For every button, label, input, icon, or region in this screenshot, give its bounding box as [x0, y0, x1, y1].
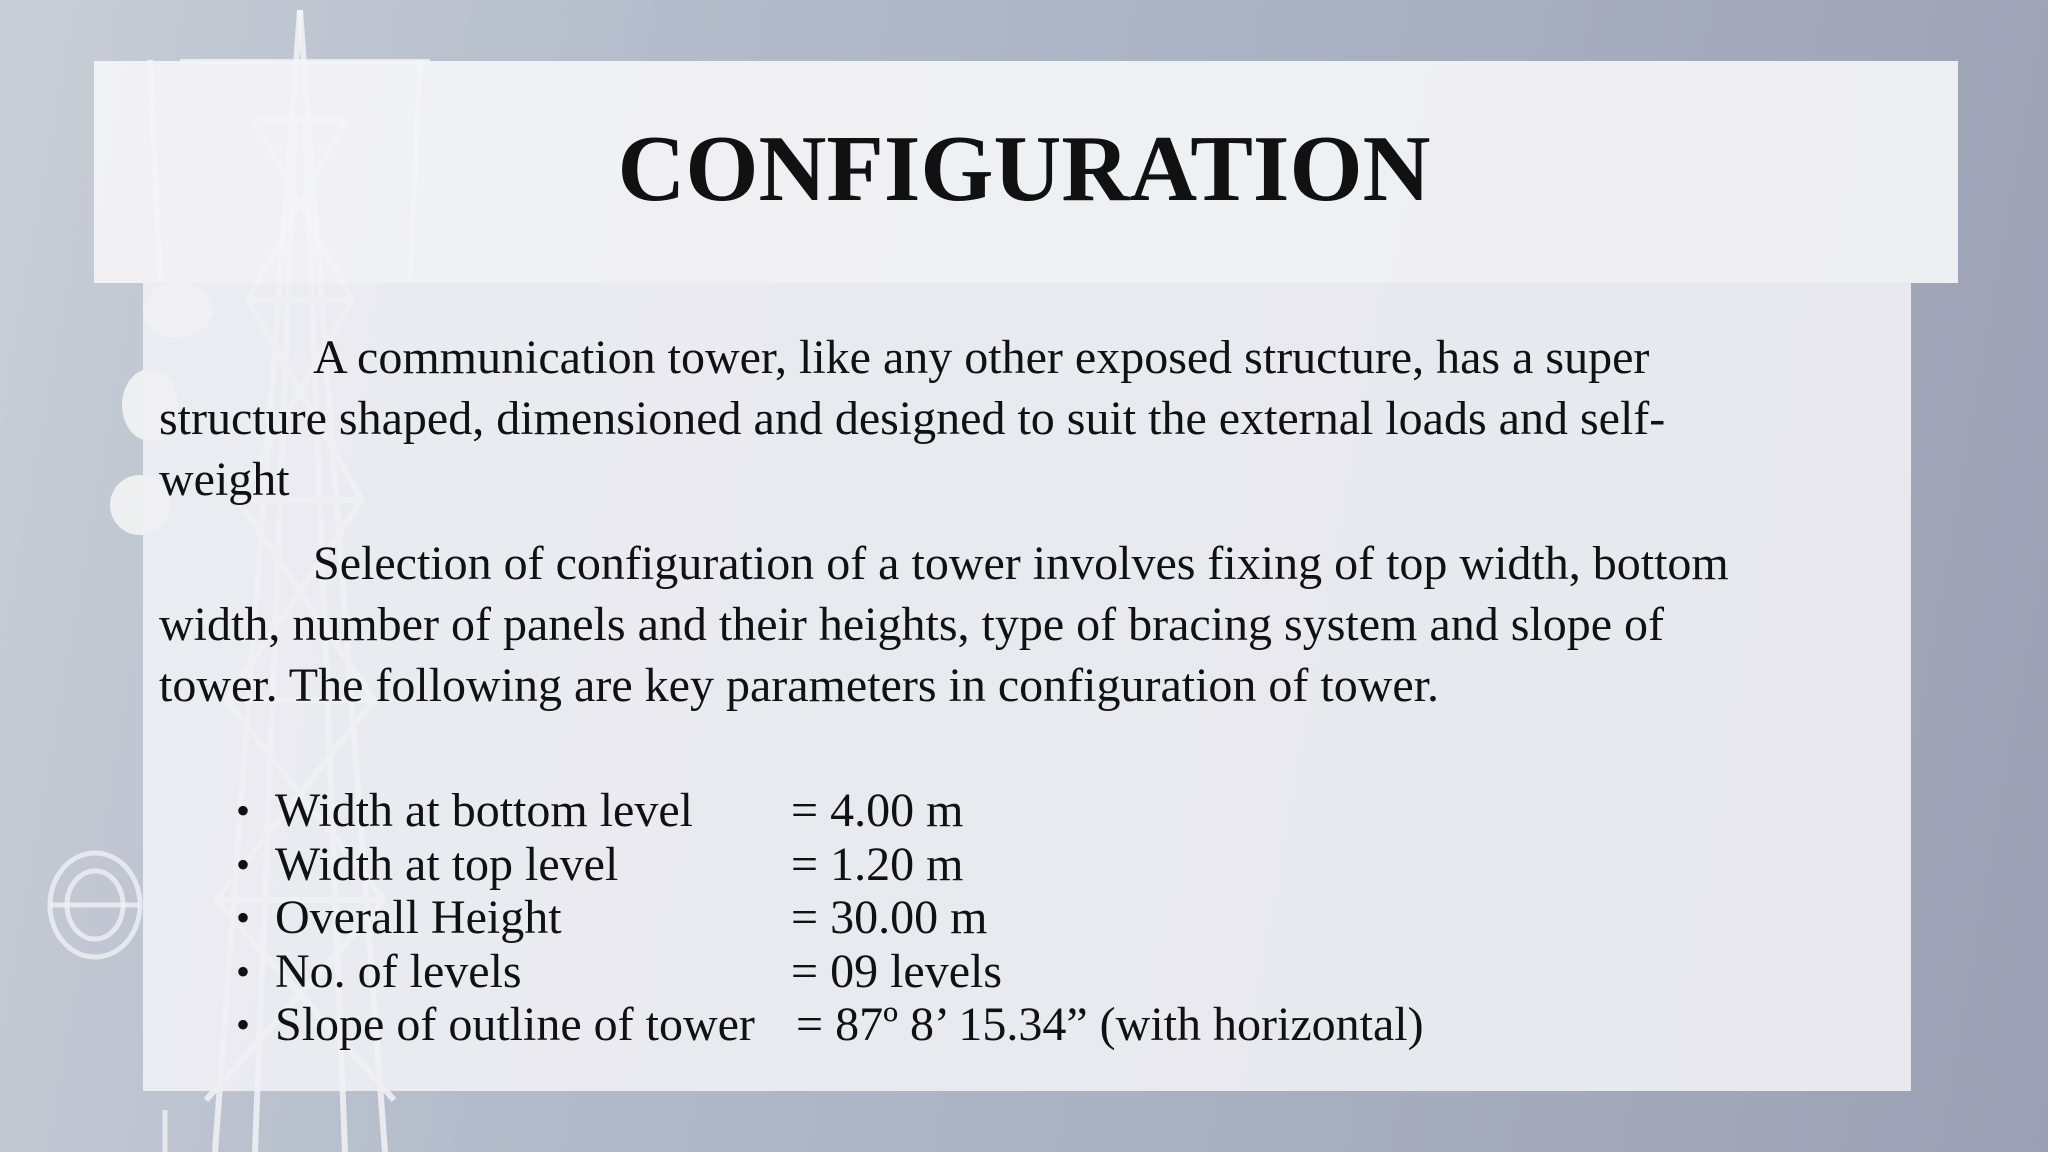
parameter-label: Overall Height	[275, 891, 562, 944]
intro-paragraph	[159, 327, 1839, 510]
paragraph-line: structure shaped, dimensioned and designed to suit the external loads and self-	[159, 392, 1666, 445]
paragraph-line: width, number of panels and their heights, type of bracing system and slope of	[159, 598, 1664, 651]
parameter-label: Width at bottom level	[275, 784, 693, 837]
parameter-value: = 1.20 m	[791, 837, 964, 891]
parameter-label: Width at top level	[275, 837, 619, 891]
bullet-icon: •	[236, 841, 251, 887]
paragraph-line: A communication tower, like any other exposed structure, has a super	[313, 331, 1650, 384]
paragraph-line: weight	[159, 453, 290, 506]
parameter-value: = 87º 8’ 15.34” (with horizontal)	[796, 998, 1424, 1051]
bullet-icon: •	[236, 948, 251, 994]
parameter-value: = 30.00 m	[791, 891, 988, 944]
selection-paragraph	[159, 533, 1839, 716]
paragraph-line: Selection of configuration of a tower involves fixing of top width, bottom	[313, 537, 1729, 590]
slide-title: CONFIGURATION	[617, 117, 1431, 221]
parameter-value: = 4.00 m	[791, 784, 964, 837]
bullet-icon: •	[236, 895, 251, 940]
bullet-icon: •	[236, 1002, 251, 1047]
bullet-icon: •	[236, 788, 251, 833]
parameter-value: = 09 levels	[791, 944, 1003, 998]
parameter-label: No. of levels	[275, 944, 522, 998]
parameter-label: Slope of outline of tower	[275, 998, 755, 1051]
paragraph-line: tower. The following are key parameters in configuration of tower.	[159, 659, 1440, 712]
